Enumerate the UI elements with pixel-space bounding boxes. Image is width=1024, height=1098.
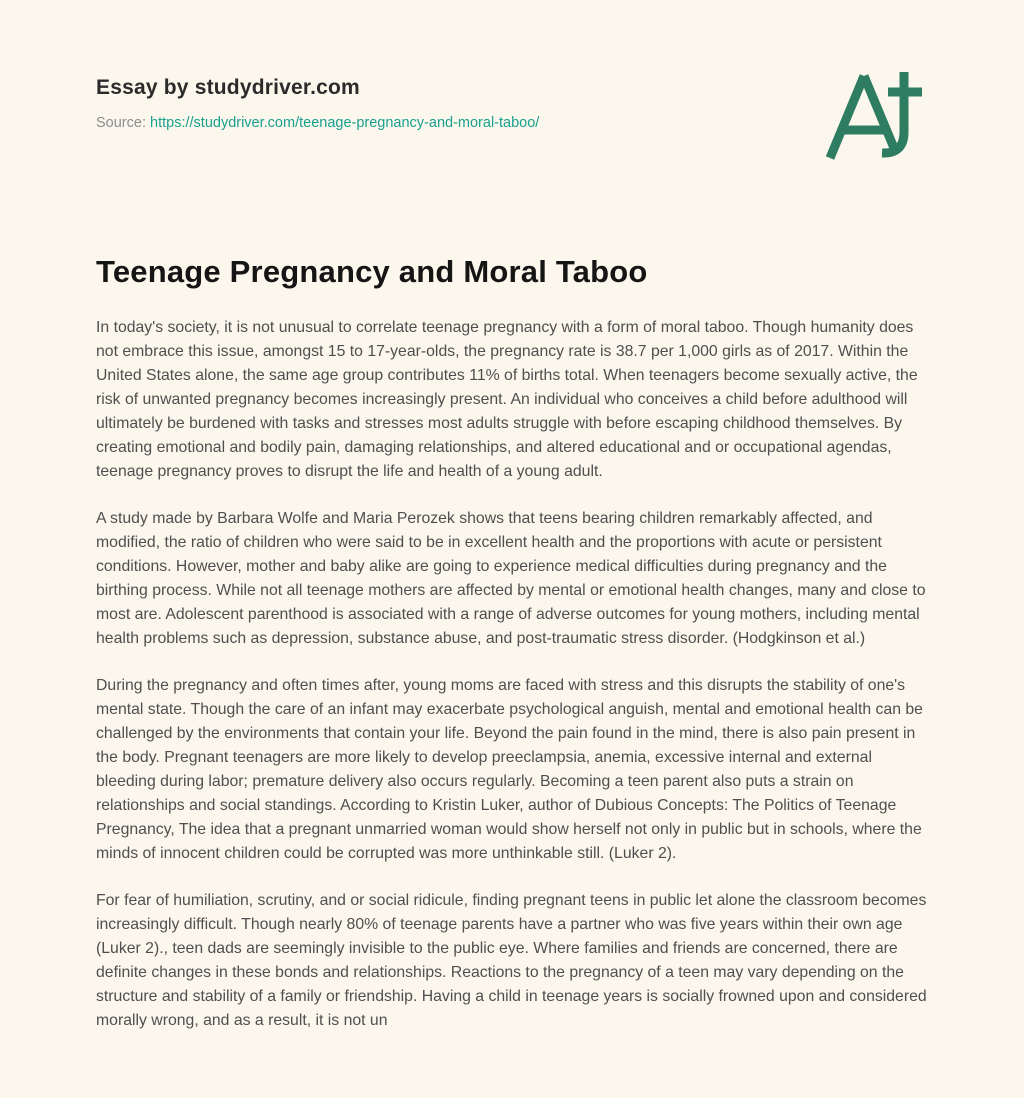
- source-label: Source:: [96, 115, 146, 131]
- paragraph-4: For fear of humiliation, scrutiny, and or social ridicule, finding pregnant teens in public let alone the classroom becomes increasingly difficult. Though nearly 80% of teenage parents have a partner who was five years within their own age (Luker 2)., teen dads are seemingly invisible to the public eye. Where families and friends are concerned, there are definite changes in these bonds and relationships. Reactions to the pregnancy of a teen may vary depending on the structure and stability of a family or friendship. Having a child in teenage years is socially frowned upon and considered morally wrong, and as a result, it is not un: [96, 892, 927, 1029]
- essay-by-heading: Essay by studydriver.com: [96, 76, 360, 99]
- paragraph-1: In today's society, it is not unusual to correlate teenage pregnancy with a form of moral taboo. Though humanity does not embrace this issue, amongst 15 to 17-year-olds, the pregnancy rate is 38.7 per 1,000 girls as of 2017. Within the United States alone, the same age group contributes 11% of births total. When teenagers become sexually active, the risk of unwanted pregnancy becomes increasingly present. An individual who conceives a child before adulthood will ultimately be burdened with tasks and stresses most adults struggle with before escaping childhood themselves. By creating emotional and bodily pain, damaging relationships, and altered educational and or occupational agendas, teenage pregnancy proves to disrupt the life and health of a young adult.: [96, 319, 918, 480]
- paragraph-2: A study made by Barbara Wolfe and Maria Perozek shows that teens bearing children remarkably affected, and modified, the ratio of children who were said to be in excellent health and the proportions with acute or persistent conditions. However, mother and baby alike are going to experience medical difficulties during pregnancy and the birthing process. While not all teenage mothers are affected by mental or emotional health changes, many and close to most are. Adolescent parenthood is associated with a range of adverse outcomes for young mothers, including mental health problems such as depression, substance abuse, and post-traumatic stress disorder. (Hodgkinson et al.): [96, 510, 926, 647]
- header-text-block: [96, 76, 539, 131]
- source-url-link[interactable]: https://studydriver.com/teenage-pregnancy-and-moral-taboo/: [150, 115, 540, 131]
- page-header: [96, 0, 928, 160]
- article-title: Teenage Pregnancy and Moral Taboo: [96, 254, 648, 289]
- paragraph-3: During the pregnancy and often times after, young moms are faced with stress and this disrupts the stability of one's mental state. Though the care of an infant may exacerbate psychological anguish, mental and emotional health can be challenged by the environments that contain your life. Beyond the pain found in the mind, there is also pain present in the body. Pregnant teenagers are more likely to develop preeclampsia, anemia, excessive internal and external bleeding during labor; premature delivery also occurs regularly. Becoming a teen parent also puts a strain on relationships and social standings. According to Kristin Luker, author of Dubious Concepts: The Politics of Teenage Pregnancy, The idea that a pregnant unmarried woman would show herself not only in public but in schools, where the minds of innocent children could be corrupted was more unthinkable still. (Luker 2).: [96, 677, 923, 862]
- article-body: [96, 316, 928, 1033]
- studydriver-logo-icon: [822, 70, 928, 160]
- source-line: [96, 115, 539, 131]
